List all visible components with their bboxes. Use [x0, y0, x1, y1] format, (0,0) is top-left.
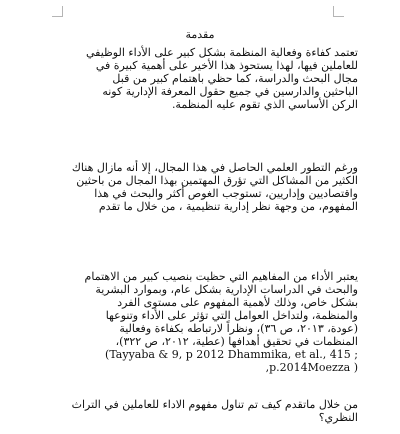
- page-corner-mark-left: [52, 6, 63, 17]
- paragraph-line: الباحثين والدارسين في جميع حقول المعرفة الإدارية كونه: [102, 85, 358, 98]
- paragraph-line: ورغم التطور العلمي الحاصل في هذا المجال، إلا أنه مازال هناك: [71, 161, 358, 174]
- paragraph-line: النظري؟: [318, 411, 358, 424]
- paragraph-line: للعاملين فيها، لهذا يستحوذ هذا الأخير على أهمية كبيرة في: [95, 59, 358, 72]
- paragraph-line: مجال البحث والدراسة، كما حظي باهتمام كبير من قبل: [112, 72, 358, 85]
- paragraph-line: واقتصاديين وإداريين، تستوجب الغوص أكثر والبحث في هذا: [94, 187, 358, 200]
- paragraph-1: [40, 46, 358, 111]
- paragraph-3: [40, 270, 358, 374]
- paragraph-line: الكثير من المشاكل التي تؤرق المهتمين بهذا المجال من باحثين: [76, 174, 358, 187]
- paragraph-line: ( p.2014Moezza,: [265, 361, 358, 374]
- paragraph-line: يعتبر الأداء من المفاهيم التي حظيت بنصيب كبير من الاهتمام: [84, 270, 358, 283]
- paragraph-line: المنظمات في تحقيق أهدافها (عطية، ٢٠١٢، ص ٣٢٢)،: [115, 335, 358, 348]
- paragraph-line: والبحث في الدراسات الإدارية بشكل عام، وبموارد البشرية: [95, 283, 358, 296]
- paragraph-2: [40, 161, 358, 213]
- page-corner-mark-right: [333, 6, 344, 17]
- paragraph-line: والمنظمة، ولتداخل العوامل التي تؤثر على الأداء وتنوعها: [105, 309, 358, 322]
- paragraph-line: بشكل خاص، وذلك لأهمية المفهوم على مستوى الفرد: [117, 296, 358, 309]
- paragraph-4: [40, 398, 358, 424]
- paragraph-line: تعتمد كفاءة وفعالية المنظمة بشكل كبير على الأداء الوظيفي: [86, 46, 358, 59]
- paragraph-line: (عودة، ٢٠١٣، ص ٣٦)، ونظراً لارتباطه بكفاءة وفعالية: [119, 322, 358, 335]
- paragraph-line: ; Tayyaba & 9, p 2012 Dhammika, et al., 415): [105, 348, 358, 361]
- document-title: مقدمة: [185, 28, 215, 41]
- paragraph-line: الركن الأساسي الذي تقوم عليه المنظمة.: [171, 98, 358, 111]
- paragraph-line: من خلال ماتقدم كيف تم تناول مفهوم الاداء للعاملين في التراث: [71, 398, 358, 411]
- paragraph-line: المفهوم، من وجهة نظر إدارية تنظيمية ، من خلال ما تقدم: [98, 200, 358, 213]
